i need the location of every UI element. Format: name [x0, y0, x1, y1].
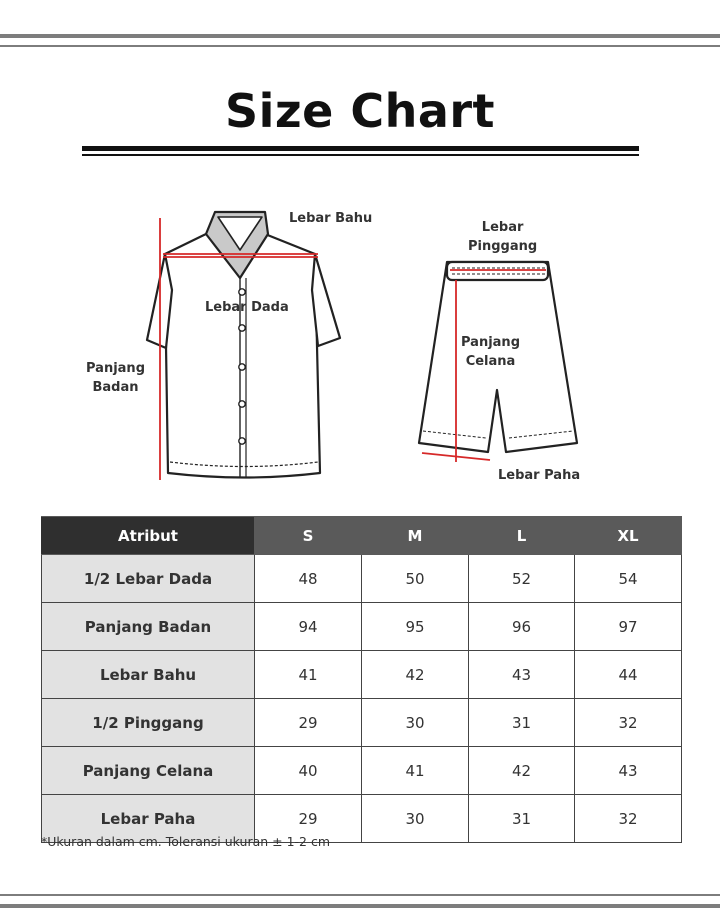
row-label: Lebar Paha: [42, 795, 255, 843]
header-attribute: Atribut: [42, 517, 255, 555]
cell-value: 42: [469, 747, 575, 795]
cell-value: 50: [362, 555, 469, 603]
header-size-m: M: [362, 517, 469, 555]
header-size-s: S: [255, 517, 362, 555]
label-pants-length-line1: Panjang: [461, 335, 520, 350]
cell-value: 29: [255, 699, 362, 747]
label-body-length: [86, 359, 145, 397]
row-label: Panjang Badan: [42, 603, 255, 651]
cell-value: 54: [575, 555, 682, 603]
row-label: 1/2 Lebar Dada: [42, 555, 255, 603]
cell-value: 43: [575, 747, 682, 795]
bottom-rule-thin: [0, 894, 720, 896]
table-row: [42, 555, 682, 603]
cell-value: 31: [469, 795, 575, 843]
label-waist-width: [468, 218, 537, 256]
label-shoulder-width: Lebar Bahu: [289, 211, 373, 226]
title-underline-thick: [82, 146, 639, 151]
cell-value: 32: [575, 699, 682, 747]
top-rule-thin: [0, 45, 720, 47]
label-waist-width-line2: Pinggang: [468, 239, 538, 254]
size-table: [41, 516, 682, 843]
garment-illustration: [0, 190, 720, 490]
cell-value: 32: [575, 795, 682, 843]
bottom-rule: [0, 904, 720, 908]
table-row: [42, 603, 682, 651]
cell-value: 29: [255, 795, 362, 843]
row-label: 1/2 Pinggang: [42, 699, 255, 747]
cell-value: 96: [469, 603, 575, 651]
table-row: [42, 699, 682, 747]
table-row: [42, 651, 682, 699]
cell-value: 52: [469, 555, 575, 603]
cell-value: 41: [362, 747, 469, 795]
cell-value: 30: [362, 699, 469, 747]
header-size-l: L: [469, 517, 575, 555]
row-label: Lebar Bahu: [42, 651, 255, 699]
cell-value: 41: [255, 651, 362, 699]
cell-value: 44: [575, 651, 682, 699]
label-body-length-line2: Badan: [92, 380, 139, 395]
cell-value: 31: [469, 699, 575, 747]
tolerance-note: *Ukuran dalam cm. Toleransi ukuran ± 1-2 cm: [41, 834, 331, 849]
label-pants-length: [461, 333, 520, 371]
label-body-length-line1: Panjang: [86, 361, 145, 376]
table-header-row: [42, 517, 682, 555]
label-waist-width-line1: Lebar: [481, 220, 524, 235]
cell-value: 97: [575, 603, 682, 651]
title-underline-thin: [82, 154, 639, 156]
label-chest-width: Lebar Dada: [205, 300, 289, 315]
cell-value: 42: [362, 651, 469, 699]
cell-value: 40: [255, 747, 362, 795]
table-row: [42, 747, 682, 795]
cell-value: 43: [469, 651, 575, 699]
cell-value: 30: [362, 795, 469, 843]
page-title: Size Chart: [224, 84, 496, 138]
top-rule: [0, 34, 720, 38]
cell-value: 94: [255, 603, 362, 651]
label-pants-length-line2: Celana: [465, 354, 516, 369]
cell-value: 95: [362, 603, 469, 651]
label-thigh-width: Lebar Paha: [498, 468, 581, 483]
header-size-xl: XL: [575, 517, 682, 555]
row-label: Panjang Celana: [42, 747, 255, 795]
cell-value: 48: [255, 555, 362, 603]
